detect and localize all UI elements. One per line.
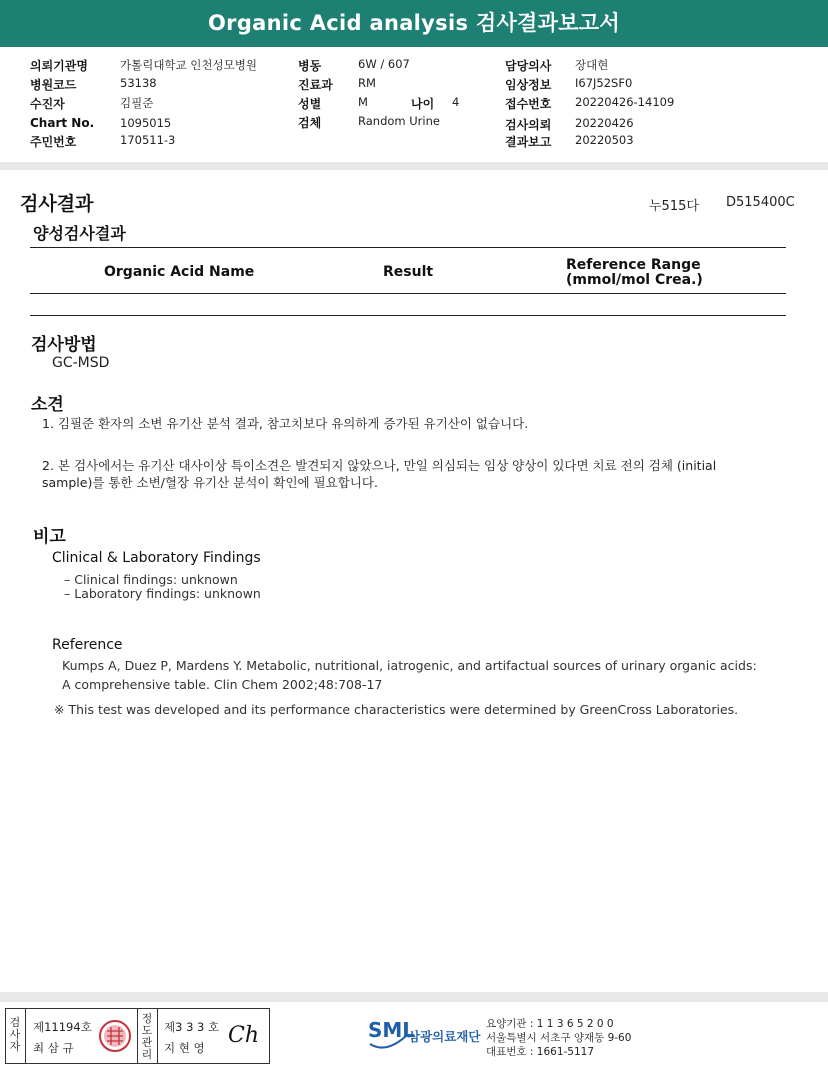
- info-label: 검체: [298, 116, 322, 130]
- info-label: 접수번호: [505, 97, 552, 111]
- info-value: 53138: [120, 76, 157, 90]
- table-header-rule: [30, 293, 786, 294]
- opinion-item: 1. 김필준 환자의 소변 유기산 분석 결과, 참고치보다 유의하게 증가된 유기산이 없습니다.: [42, 416, 529, 431]
- info-value: 1095015: [120, 116, 172, 130]
- method-value: GC-MSD: [52, 355, 110, 371]
- col-header-range: Reference Range: [566, 257, 701, 273]
- opinion-heading: 소견: [31, 395, 64, 415]
- approver-label: 정 도 관 리: [141, 1012, 153, 1061]
- divider: [0, 162, 828, 170]
- result-code: 누515다: [649, 199, 699, 214]
- finding-item: – Laboratory findings: unknown: [64, 586, 261, 601]
- info-value: M: [358, 95, 368, 109]
- examiner-name: 최 삼 규: [33, 1041, 74, 1055]
- signature: Ch: [228, 1023, 260, 1048]
- reference-heading: Reference: [52, 637, 123, 653]
- table-bottom-rule: [30, 315, 786, 316]
- info-label: Chart No.: [30, 116, 95, 130]
- info-label: 나이: [411, 97, 435, 111]
- info-value: 20220503: [575, 133, 634, 147]
- info-value: 6W / 607: [358, 57, 410, 71]
- org-phone: 대표번호 : 1661-5117: [486, 1046, 595, 1058]
- result-heading: 검사결과: [20, 193, 94, 215]
- info-label: 검사의뢰: [505, 118, 552, 132]
- info-value: 장대현: [575, 58, 609, 72]
- opinion-item-continued: sample)를 통한 소변/혈장 유기산 분석이 확인에 필요합니다.: [42, 475, 378, 490]
- info-value: I67J52SF0: [575, 76, 633, 90]
- col-header-range-unit: (mmol/mol Crea.): [566, 272, 703, 288]
- info-value: 가톨릭대학교 인천성모병원: [120, 58, 257, 72]
- info-value: 170511-3: [120, 133, 176, 147]
- examiner-license: 제11194호: [33, 1020, 92, 1034]
- findings-heading: Clinical & Laboratory Findings: [52, 550, 261, 566]
- finding-item: – Clinical findings: unknown: [64, 572, 238, 587]
- info-label: 담당의사: [505, 59, 552, 73]
- report-title: Organic Acid analysis 검사결과보고서: [0, 0, 828, 47]
- info-value: 4: [452, 95, 460, 109]
- org-address: 서울특별시 서초구 양재동 9-60: [486, 1032, 632, 1044]
- remarks-heading: 비고: [33, 527, 66, 547]
- info-label: 성별: [298, 97, 322, 111]
- seal-icon: [98, 1019, 132, 1053]
- info-label: 진료과: [298, 78, 333, 92]
- info-label: 임상정보: [505, 78, 552, 92]
- info-label: 결과보고: [505, 135, 552, 149]
- logo-text: SML: [368, 1018, 416, 1042]
- opinion-item: 2. 본 검사에서는 유기산 대사이상 특이소견은 발견되지 않았으나, 만일 의심되는 임상 양상이 있다면 치료 전의 검체 (initial: [42, 458, 717, 473]
- result-code: D515400C: [726, 195, 795, 210]
- col-header-result: Result: [383, 264, 434, 280]
- table-top-rule: [30, 247, 786, 248]
- examiner-label: 검 사 자: [9, 1016, 21, 1053]
- info-value: 20220426: [575, 116, 634, 130]
- info-value: Random Urine: [358, 114, 440, 128]
- info-label: 수진자: [30, 97, 65, 111]
- org-code: 요양기관 : 1 1 3 6 5 2 0 0: [486, 1018, 614, 1030]
- info-label: 병원코드: [30, 78, 77, 92]
- disclaimer-note: ※ This test was developed and its performance characteristics were determined by GreenCross Laboratories.: [54, 702, 739, 717]
- approver-name: 지 현 영: [164, 1041, 205, 1055]
- footer-divider: [0, 992, 828, 1002]
- method-heading: 검사방법: [31, 335, 97, 355]
- positive-heading: 양성검사결과: [33, 224, 126, 243]
- info-label: 주민번호: [30, 135, 77, 149]
- info-value: RM: [358, 76, 376, 90]
- info-label: 병동: [298, 59, 322, 73]
- signature-box: [5, 1008, 270, 1064]
- org-name: 삼광의료재단: [408, 1029, 481, 1044]
- approver-license: 제3 3 3 호: [164, 1020, 220, 1034]
- info-value: 20220426-14109: [575, 95, 675, 109]
- reference-text: A comprehensive table. Clin Chem 2002;48:708-17: [62, 677, 383, 692]
- info-label: 의뢰기관명: [30, 59, 88, 73]
- info-value: 김필준: [120, 96, 154, 110]
- reference-text: Kumps A, Duez P, Mardens Y. Metabolic, nutritional, iatrogenic, and artifactual sources of urinary organic acids:: [62, 658, 757, 673]
- col-header-name: Organic Acid Name: [104, 264, 255, 280]
